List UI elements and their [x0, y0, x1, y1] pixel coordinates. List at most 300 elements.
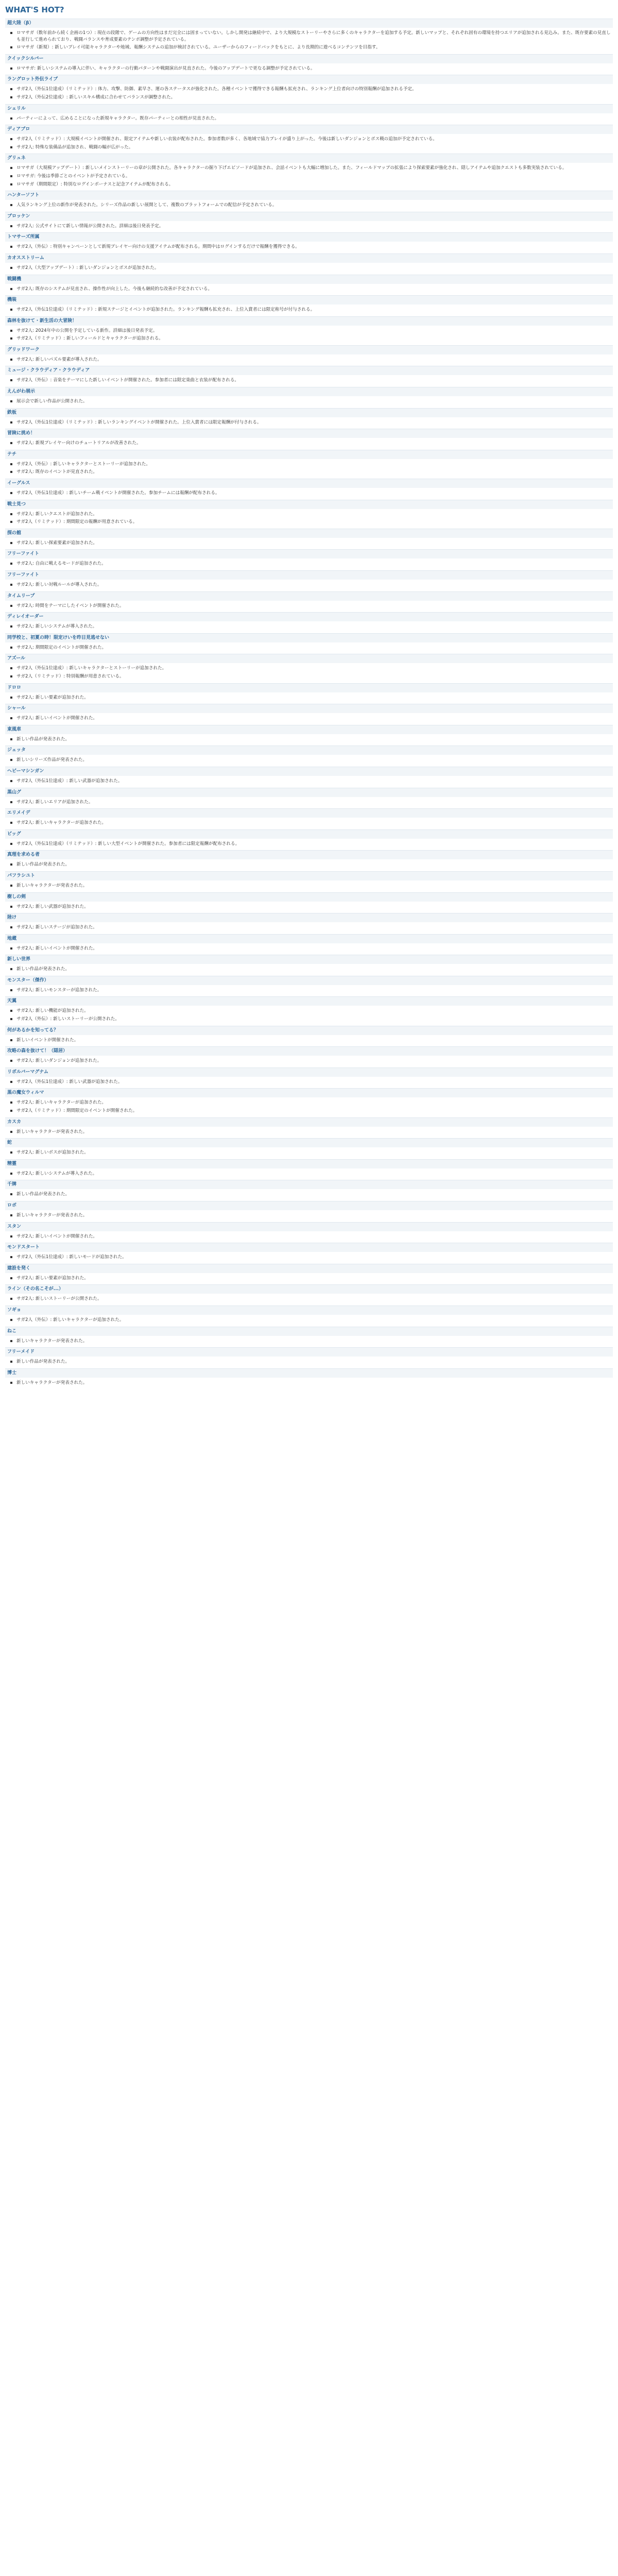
section-heading: グリッドワーク: [5, 345, 613, 354]
list-item-text: サガ2人: 新しいイベントが開催された。: [16, 1233, 98, 1239]
section: [5, 408, 613, 426]
section-heading: 地蔵: [5, 934, 613, 943]
section-heading: フリーファイト: [5, 549, 613, 558]
section: [5, 955, 613, 973]
section: [5, 633, 613, 651]
bullet-icon: [10, 738, 12, 740]
list-item: [5, 540, 613, 547]
section-heading: ハンターソフト: [5, 191, 613, 200]
list-item-text: サガ2人: 新しい探索要素が追加された。: [16, 540, 98, 546]
section-heading: 鉄板: [5, 408, 613, 417]
section: [5, 1243, 613, 1261]
bullet-icon: [10, 1039, 12, 1041]
section: [5, 253, 613, 272]
bullet-icon: [10, 697, 12, 699]
bullet-icon: [10, 717, 12, 719]
section-heading: 千牌: [5, 1180, 613, 1189]
bullet-icon: [10, 675, 12, 677]
bullet-icon: [10, 1319, 12, 1321]
list-item-text: サガ2人（外伝）: 特別キャンペーンとして新規プレイヤー向けの支援アイテムが配布される。期間中はログインするだけで報酬を獲得できる。: [16, 244, 300, 250]
list-item-text: サガ2人: 自由に戦えるモードが追加された。: [16, 561, 106, 567]
section-heading: トマサーズ所属: [5, 232, 613, 242]
list-item: [5, 1108, 613, 1114]
section-heading: リボルバーマグナム: [5, 1067, 613, 1077]
bullet-icon: [10, 1382, 12, 1384]
bullet-icon: [10, 138, 12, 140]
section-heading: 陸け: [5, 913, 613, 922]
list-item: [5, 94, 613, 101]
section-heading: 天翼: [5, 996, 613, 1006]
section: [5, 767, 613, 785]
list-item: [5, 86, 613, 93]
list-item-text: サガ2人（外伝1位達成）（リミテッド）: 新しい大型イベントが開催された。参加者には限定報酬が配布される。: [16, 841, 240, 846]
bullet-icon: [10, 1256, 12, 1258]
list-item-text: 新しいキャラクターが発表された。: [16, 1213, 88, 1218]
bullet-icon: [10, 337, 12, 340]
list-item-text: 新しい作品が発表された。: [16, 1192, 70, 1197]
bullet-icon: [10, 926, 12, 928]
list-item: [5, 924, 613, 931]
list-item: [5, 645, 613, 651]
list-item: [5, 820, 613, 826]
list-item-text: サガ2人: 特殊な装備品が追加され、戦闘の幅が広がった。: [16, 144, 133, 150]
list-item: [5, 511, 613, 518]
list-item: [5, 904, 613, 910]
section: [5, 850, 613, 868]
list-item-text: サガ2人（リミテッド）: 期間限定の報酬が用意されている。: [16, 519, 138, 525]
list-item-text: サガ2人（外伝1位達成）: 新しい武器が追加された。: [16, 778, 123, 784]
list-item: [5, 966, 613, 973]
list-item-text: サガ2人（外伝1位達成）: 新しいキャラクターとストーリーが追加された。: [16, 666, 167, 671]
bullet-icon: [10, 330, 12, 332]
page-title: WHAT'S HOT?: [5, 5, 64, 14]
bullet-icon: [10, 167, 12, 169]
list-item-text: 新しいキャラクターが発表された。: [16, 1338, 88, 1344]
bullet-icon: [10, 513, 12, 515]
section-heading: エリメイデ: [5, 808, 613, 818]
section-heading: 冒険に挑め！: [5, 429, 613, 438]
list-item: [5, 357, 613, 363]
bullet-icon: [10, 521, 12, 523]
section-heading: シャール: [5, 704, 613, 713]
section-heading: スタン: [5, 1222, 613, 1231]
section: [5, 704, 613, 722]
section-heading: 攻略の森を抜けて！（隠居）: [5, 1046, 613, 1056]
section-heading: 東風車: [5, 725, 613, 734]
section: [5, 892, 613, 910]
list-item: [5, 419, 613, 426]
section-heading: イーグルス: [5, 479, 613, 488]
bullet-icon: [10, 183, 12, 185]
list-item-text: サガ2人: 新しいパズル要素が導入された。: [16, 357, 102, 362]
section: [5, 154, 613, 188]
section: [5, 1138, 613, 1156]
list-item-text: サガ2人（外伝1位達成）: 新しい武器が追加された。: [16, 1079, 123, 1084]
section-heading: クイックシルバー: [5, 54, 613, 63]
bullet-icon: [10, 146, 12, 148]
list-item: [5, 841, 613, 848]
section: [5, 1306, 613, 1324]
list-item-text: 新しい作品が発表された。: [16, 862, 70, 868]
bullet-icon: [10, 400, 12, 402]
bullet-icon: [10, 885, 12, 887]
bullet-icon: [10, 968, 12, 970]
section-heading: 何があるかを知ってる？: [5, 1026, 613, 1035]
list-item-text: サガ2人: 時間をテーマにしたイベントが開催された。: [16, 603, 124, 608]
list-item-text: サガ2人（外伝1位達成）（リミテッド）: 新規ステージとイベントが追加された。ランキング報酬も拡充され、上位入賞者には限定称号が付与される。: [16, 307, 315, 313]
section-heading: モンスター（傑作）: [5, 976, 613, 985]
section: [5, 1026, 613, 1044]
bullet-icon: [10, 67, 12, 70]
list-item: [5, 673, 613, 680]
list-item: [5, 1171, 613, 1177]
section: [5, 829, 613, 848]
list-item-text: サガ2人: 新しいモンスターが追加された。: [16, 987, 102, 993]
list-item-text: サガ2人（外伝2位達成）: 新しいスキル構成に合わせてバランスが調整された。: [16, 94, 176, 100]
section-heading: フリーメイド: [5, 1347, 613, 1357]
section: [5, 725, 613, 743]
section: [5, 591, 613, 609]
section-heading: フリーファイト: [5, 570, 613, 580]
section: [5, 788, 613, 806]
list-item-text: サガ2人: 既存のイベントが見直された。: [16, 469, 98, 475]
list-item-text: 新しいキャラクターが発表された。: [16, 1129, 88, 1134]
section: [5, 934, 613, 952]
section-heading: パフラシユト: [5, 871, 613, 880]
bullet-icon: [10, 246, 12, 248]
bullet-icon: [10, 1101, 12, 1104]
list-item-text: 新しいキャラクターが発表された。: [16, 1380, 88, 1385]
section-heading: ヘビーマシンガン: [5, 767, 613, 776]
section: [5, 345, 613, 363]
list-item: [5, 1191, 613, 1198]
section: [5, 1264, 613, 1282]
list-item: [5, 1008, 613, 1014]
list-item: [5, 440, 613, 447]
bullet-icon: [10, 1277, 12, 1279]
bullet-icon: [10, 471, 12, 473]
section: [5, 1222, 613, 1240]
bullet-icon: [10, 863, 12, 866]
bullet-icon: [10, 379, 12, 381]
section-heading: 新しい世界: [5, 955, 613, 964]
bullet-icon: [10, 267, 12, 269]
section: [5, 976, 613, 994]
section: [5, 1347, 613, 1365]
bullet-icon: [10, 667, 12, 669]
bullet-icon: [10, 1340, 12, 1342]
section: [5, 1159, 613, 1177]
bullet-icon: [10, 46, 12, 48]
list-item-text: サガ2人: 新しいシステムが導入された。: [16, 624, 97, 630]
sections-container: [5, 19, 613, 1386]
section: [5, 191, 613, 209]
list-item-text: サガ2人: 新しいイベントが開催された。: [16, 945, 98, 951]
list-item: [5, 1129, 613, 1136]
list-item: [5, 1296, 613, 1302]
bullet-icon: [10, 88, 12, 90]
section: [5, 19, 613, 51]
section-heading: シェリル: [5, 104, 613, 113]
bullet-icon: [10, 906, 12, 908]
list-item-text: サガ2人: 公式サイトにて新しい情報が公開された。詳細は後日発表予定。: [16, 223, 164, 229]
section: [5, 529, 613, 547]
section-heading: 戦士見つ: [5, 500, 613, 509]
list-item: [5, 165, 613, 172]
bullet-icon: [10, 989, 12, 991]
list-item-text: サガ2人: 新しいステージが追加された。: [16, 925, 97, 930]
list-item-text: サガ2人: 新しいダンジョンが追加された。: [16, 1058, 102, 1064]
list-item: [5, 1254, 613, 1261]
section: [5, 808, 613, 826]
bullet-icon: [10, 1081, 12, 1083]
list-item-text: ロマサガ（数年前から続く企画の1つ）: 現在の段階で、ゲームの方向性はまだ完全には固まっていない。しかし開発は継続中で、より大規模なストーリーやさらに多くのキャラクターを追加する予定。新しいマップと、それぞれ固有の環境を持つエリアが追加される見込み。また、既存要素の見直しも並行して進められており、戦闘バランスや育成要素のテンポ調整が予定されている。: [16, 30, 611, 42]
list-item: [5, 136, 613, 143]
section: [5, 996, 613, 1022]
list-item: [5, 490, 613, 497]
list-item: [5, 757, 613, 764]
section-heading: 建設を発く: [5, 1264, 613, 1273]
list-item: [5, 244, 613, 250]
bullet-icon: [10, 647, 12, 649]
section-heading: 同学校と、初夏の時！限定けいを昨日見逃せない: [5, 633, 613, 642]
bullet-icon: [10, 225, 12, 227]
list-item-text: 新しい作品が発表された。: [16, 1359, 70, 1365]
section-heading: えんがわ展示: [5, 387, 613, 396]
section: [5, 1327, 613, 1345]
section-heading: グリュネ: [5, 154, 613, 163]
section-heading: タイムリープ: [5, 591, 613, 601]
list-item: [5, 223, 613, 230]
section-heading: ディアブロ: [5, 125, 613, 134]
list-item-text: 新しいキャラクターが発表された。: [16, 883, 88, 888]
list-item-text: サガ2人: 新しい機能が追加された。: [16, 1008, 89, 1014]
list-item: [5, 582, 613, 588]
bullet-icon: [10, 1018, 12, 1020]
list-item-text: サガ2人（外伝1位達成）: 新しいチーム戦イベントが開催された。参加チームには報酬が配布される。: [16, 490, 220, 496]
bullet-icon: [10, 492, 12, 494]
list-item: [5, 1275, 613, 1282]
list-item: [5, 202, 613, 209]
section: [5, 429, 613, 447]
list-item: [5, 799, 613, 806]
bullet-icon: [10, 96, 12, 98]
bullet-icon: [10, 1235, 12, 1238]
list-item: [5, 665, 613, 672]
section-heading: 超大陸（β）: [5, 19, 613, 28]
section-heading: ライン（その名こそが...）: [5, 1284, 613, 1294]
bullet-icon: [10, 1298, 12, 1300]
bullet-icon: [10, 1193, 12, 1195]
list-item: [5, 883, 613, 889]
list-item-text: サガ2人（リミテッド）: 新しいフィールドとキャラクターが追加される。: [16, 336, 163, 342]
list-item: [5, 469, 613, 476]
list-item-text: サガ2人（外伝）: 音楽をテーマにした新しいイベントが開催された。参加者には限定楽曲と衣装が配布される。: [16, 378, 239, 383]
list-item: [5, 181, 613, 188]
section-heading: カスカ: [5, 1117, 613, 1127]
section-heading: モンドスタート: [5, 1243, 613, 1252]
section-heading: 精霊: [5, 1159, 613, 1168]
section: [5, 212, 613, 230]
list-item: [5, 945, 613, 952]
bullet-icon: [10, 309, 12, 311]
bullet-icon: [10, 1214, 12, 1216]
list-item-text: サガ2人（リミテッド）: 特別報酬が用意されている。: [16, 673, 124, 679]
bullet-icon: [10, 32, 12, 34]
section: [5, 654, 613, 680]
list-item: [5, 328, 613, 334]
bullet-icon: [10, 780, 12, 782]
list-item: [5, 398, 613, 405]
bullet-icon: [10, 822, 12, 824]
section: [5, 479, 613, 497]
bullet-icon: [10, 759, 12, 761]
list-item: [5, 861, 613, 868]
section-heading: 森林を抜けて・新生活の大冒険！: [5, 316, 613, 326]
list-item: [5, 1212, 613, 1219]
list-item: [5, 65, 613, 72]
list-item-text: サガ2人（外伝）: 新しいキャラクターとストーリーが追加された。: [16, 461, 150, 467]
bullet-icon: [10, 563, 12, 565]
section: [5, 275, 613, 293]
list-item-text: サガ2人: 新しいキャラクターが追加された。: [16, 820, 107, 826]
section: [5, 104, 613, 122]
section-heading: ラングロット外伝ライブ: [5, 75, 613, 84]
list-item: [5, 173, 613, 180]
list-item-text: サガ2人: 新しいエリアが追加された。: [16, 799, 93, 805]
section: [5, 500, 613, 526]
list-item-text: サガ2人: 新しいイベントが開催された。: [16, 716, 98, 721]
section: [5, 1117, 613, 1136]
section-heading: アズール: [5, 654, 613, 663]
list-item-text: 新しいシリーズ作品が発表された。: [16, 757, 88, 763]
list-item: [5, 561, 613, 567]
list-item-text: サガ2人: 新しい対戦ルールが導入された。: [16, 582, 102, 587]
list-item-text: ロマサガ（期間限定）: 特別なログインボーナスと記念アイテムが配布される。: [16, 181, 174, 187]
list-item-text: サガ2人: 新しいストーリーが公開された。: [16, 1296, 102, 1302]
list-item: [5, 144, 613, 151]
list-item-text: サガ2人: 新しいキャラクターが追加された。: [16, 1100, 107, 1106]
section-heading: ビッグ: [5, 829, 613, 839]
list-item: [5, 377, 613, 384]
list-item: [5, 1233, 613, 1240]
list-item: [5, 1099, 613, 1106]
section: [5, 683, 613, 701]
list-item-text: サガ2人: 2024年中の公開を予定している新作。詳細は後日発表予定。: [16, 328, 158, 333]
list-item-text: 新しい作品が発表された。: [16, 967, 70, 972]
list-item-text: パーティーによって、広めることになった新規キャラクター。既存パーティーとの相性が見直された。: [16, 115, 219, 121]
section: [5, 232, 613, 250]
list-item: [5, 1359, 613, 1365]
section-heading: ジェッタ: [5, 745, 613, 755]
bullet-icon: [10, 1110, 12, 1112]
list-item-text: サガ2人: 新しい武器が追加された。: [16, 904, 89, 909]
section-heading: ディレイオーダー: [5, 612, 613, 621]
list-item-text: ロマサガ: 今後は季節ごとのイベントが予定されている。: [16, 173, 130, 179]
section: [5, 75, 613, 100]
section: [5, 1201, 613, 1219]
list-item: [5, 286, 613, 293]
section-heading: 蛇: [5, 1138, 613, 1147]
list-item-text: 展示会で新しい作品が公開された。: [16, 399, 88, 404]
section-heading: ドロロ: [5, 683, 613, 692]
section-heading: ミュージ・クラウディア・クラウディア: [5, 366, 613, 375]
list-item-text: サガ2人（外伝1位達成）（リミテッド）: 体力、攻撃、防御、素早さ、運の各ステータスが強化された。各種イベントで獲得できる報酬も拡充され、ランキング上位者向けの特別報酬が追加される予定。: [16, 87, 417, 92]
list-item: [5, 987, 613, 994]
list-item-text: サガ2人（リミテッド）: 大規模イベントが開催され、限定アイテムや新しい衣装が配布された。参加者数が多く、各地域で協力プレイが盛り上がった。今後は新しいダンジョンとボス戦の追加が予定されている。: [16, 137, 437, 142]
list-item: [5, 1149, 613, 1156]
list-item-text: サガ2人: 新しいシステムが導入された。: [16, 1171, 97, 1176]
section: [5, 125, 613, 150]
section-heading: 戦闘機: [5, 275, 613, 284]
section: [5, 295, 613, 313]
section-heading: カオスストリーム: [5, 253, 613, 263]
section-heading: ねこ: [5, 1327, 613, 1336]
list-item: [5, 307, 613, 313]
section: [5, 1067, 613, 1086]
section-heading: ソギョ: [5, 1306, 613, 1315]
list-item-text: サガ2人: 新しい要素が追加された。: [16, 694, 89, 700]
list-item-text: サガ2人（大型アップデート）: 新しいダンジョンとボスが追加された。: [16, 265, 159, 270]
list-item: [5, 461, 613, 468]
section-heading: 真理を求める者: [5, 850, 613, 859]
bullet-icon: [10, 442, 12, 444]
section: [5, 54, 613, 72]
list-item-text: サガ2人: 期間限定のイベントが開催された。: [16, 645, 107, 650]
bullet-icon: [10, 542, 12, 544]
bullet-icon: [10, 117, 12, 120]
list-item-text: サガ2人: 新しいボスが追加された。: [16, 1150, 89, 1156]
bullet-icon: [10, 947, 12, 950]
list-item: [5, 44, 613, 51]
section: [5, 612, 613, 630]
section: [5, 316, 613, 342]
section: [5, 1088, 613, 1114]
list-item: [5, 519, 613, 526]
section: [5, 387, 613, 405]
bullet-icon: [10, 801, 12, 803]
section: [5, 549, 613, 567]
bullet-icon: [10, 1361, 12, 1363]
section-heading: 機装: [5, 295, 613, 304]
section: [5, 570, 613, 588]
list-item: [5, 1317, 613, 1324]
list-item-text: 新しいイベントが開催された。: [16, 1037, 79, 1043]
list-item: [5, 715, 613, 722]
bullet-icon: [10, 1010, 12, 1012]
section: [5, 450, 613, 476]
bullet-icon: [10, 359, 12, 361]
list-item-text: サガ2人: 既存のシステムが見直され、操作性が向上した。今後も継続的な改善が予定されている。: [16, 286, 213, 292]
bullet-icon: [10, 1173, 12, 1175]
section: [5, 745, 613, 764]
section-heading: 黒の魔女ウィルマ: [5, 1088, 613, 1097]
list-item: [5, 265, 613, 272]
bullet-icon: [10, 1151, 12, 1154]
section: [5, 1284, 613, 1302]
list-item-text: ロマサガ: 新しいシステムの導入に伴い、キャラクターの行動パターンや戦闘演出が見直された。今後のアップデートで更なる調整が予定されている。: [16, 65, 315, 71]
section: [5, 1046, 613, 1064]
section-heading: テチ: [5, 450, 613, 459]
list-item: [5, 603, 613, 609]
list-item-text: サガ2人（外伝）: 新しいキャラクターが追加された。: [16, 1317, 124, 1323]
list-item-text: サガ2人: 新しいクエストが追加された。: [16, 511, 97, 517]
list-item-text: サガ2人: 新しい要素が追加された。: [16, 1275, 89, 1281]
bullet-icon: [10, 421, 12, 423]
list-item-text: 人気ランキング上位の新作が発表された。シリーズ作品の新しい展開として、複数のプラットフォームでの配信が予定されている。: [16, 202, 277, 208]
bullet-icon: [10, 843, 12, 845]
page-bottom-spacer: [5, 1387, 613, 1398]
